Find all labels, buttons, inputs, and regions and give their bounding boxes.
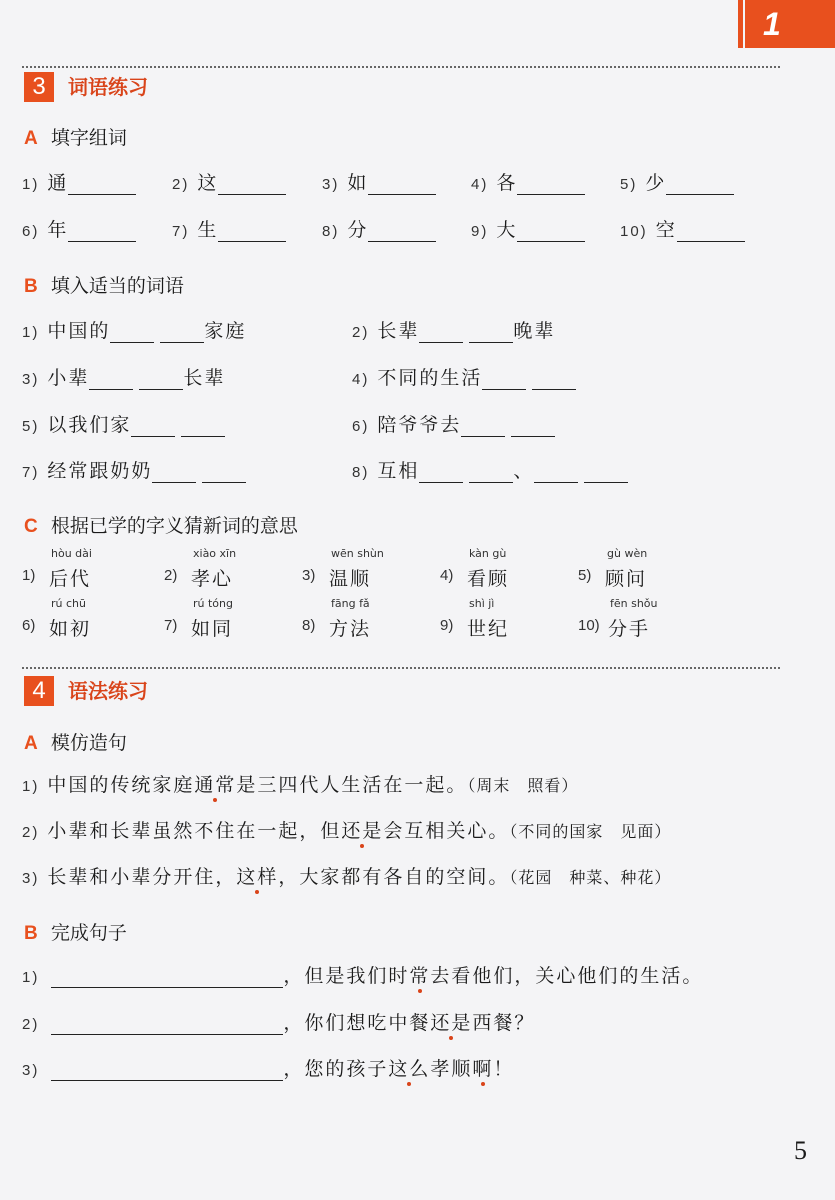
answer-blank[interactable] [469, 462, 513, 483]
answer-blank[interactable] [51, 1014, 283, 1035]
pinyin: kàn gù [469, 547, 507, 560]
pinyin: rú chū [51, 597, 86, 610]
pinyin: fāng fǎ [331, 597, 370, 610]
example-sentence [22, 770, 578, 797]
sentence-text: 西餐？ [472, 1012, 536, 1034]
answer-blank[interactable] [68, 174, 136, 195]
answer-blank[interactable] [666, 174, 734, 195]
pinyin: shì jì [469, 597, 495, 610]
list-item [22, 168, 136, 195]
item-number: 6) [22, 617, 36, 634]
item-number: 1) [22, 324, 40, 341]
prompt-text: 以我们家 [47, 414, 132, 436]
prompt-text: 经常跟奶奶 [47, 460, 153, 482]
list-item [352, 316, 555, 343]
answer-blank[interactable] [532, 369, 576, 390]
list-item [172, 215, 286, 242]
pinyin: gù wèn [607, 547, 648, 560]
prompt-text: 中国的 [47, 320, 111, 342]
item-number: 9) [471, 223, 489, 240]
answer-blank[interactable] [89, 369, 133, 390]
list-item [22, 410, 225, 437]
separator: 、 [513, 460, 535, 482]
new-word: 如初 [49, 618, 92, 640]
answer-blank[interactable] [152, 462, 196, 483]
item-number: 3) [22, 371, 40, 388]
completion-item [22, 961, 703, 988]
list-item [471, 168, 585, 195]
prompt-text: 长辈 [377, 320, 420, 342]
section-title: 词语练习 [68, 75, 148, 99]
list-item [22, 456, 246, 483]
given-character: 分 [347, 219, 369, 241]
subsection-heading [24, 271, 184, 298]
new-word: 顾问 [605, 568, 648, 590]
pinyin: fēn shǒu [610, 597, 658, 610]
item-number: 6) [352, 418, 370, 435]
pinyin: rú tóng [193, 597, 233, 610]
item-number: 6) [22, 223, 40, 240]
key-word: 这么 [388, 1054, 430, 1081]
list-item [620, 168, 734, 195]
new-word: 世纪 [467, 618, 510, 640]
item-number: 1) [22, 176, 40, 193]
answer-blank[interactable] [461, 416, 505, 437]
example-sentence [22, 862, 671, 889]
section-divider [22, 66, 780, 68]
given-character: 生 [197, 219, 219, 241]
list-item [352, 456, 628, 483]
section-divider [22, 667, 780, 669]
item-number: 3) [22, 870, 40, 887]
item-number: 10) [620, 223, 648, 240]
sentence-text: 长辈和小辈分开住， [47, 866, 237, 888]
example-sentence [22, 816, 671, 843]
answer-blank[interactable] [482, 369, 526, 390]
answer-blank[interactable] [517, 221, 585, 242]
list-item [22, 215, 136, 242]
given-character: 空 [655, 219, 677, 241]
answer-blank[interactable] [677, 221, 745, 242]
sentence-text: ，你们想吃中餐 [283, 1012, 431, 1034]
item-number: 4) [440, 567, 454, 584]
sentence-text: 会互相关心。 [383, 820, 510, 842]
item-number: 3) [22, 1062, 40, 1079]
answer-blank[interactable] [218, 221, 286, 242]
hint-words: （周末 照看） [467, 776, 579, 795]
list-item [22, 363, 225, 390]
answer-blank[interactable] [584, 462, 628, 483]
key-word: 这样 [236, 862, 278, 889]
subsection-letter: B [24, 276, 38, 297]
sentence-text: 小辈和长辈虽然不住在一起，但 [47, 820, 342, 842]
subsection-heading [24, 728, 127, 755]
given-character: 通 [47, 172, 69, 194]
key-word: 通常 [194, 770, 236, 797]
item-number: 5) [578, 567, 592, 584]
answer-blank[interactable] [131, 416, 175, 437]
item-number: 2) [22, 1016, 40, 1033]
section-number: 3 [24, 72, 54, 102]
key-word: 还是 [341, 816, 383, 843]
answer-blank[interactable] [368, 221, 436, 242]
subsection-title: 完成句子 [50, 922, 127, 944]
hint-words: （花园 种菜、种花） [509, 868, 672, 887]
item-number: 1) [22, 778, 40, 795]
item-number: 8) [322, 223, 340, 240]
subsection-letter: A [24, 128, 38, 149]
answer-blank[interactable] [517, 174, 585, 195]
pinyin: xiào xīn [193, 547, 237, 560]
completion-item [22, 1054, 514, 1081]
sentence-text: ！ [493, 1058, 515, 1080]
answer-blank[interactable] [368, 174, 436, 195]
subsection-heading [24, 918, 127, 945]
sentence-text: 是三四代人生活在一起。 [236, 774, 468, 796]
pinyin: wēn shùn [331, 547, 384, 560]
list-item [620, 215, 745, 242]
prompt-text: 长辈 [183, 367, 226, 389]
item-number: 3) [322, 176, 340, 193]
answer-blank[interactable] [534, 462, 578, 483]
sentence-text: ，您的孩子 [283, 1058, 389, 1080]
answer-blank[interactable] [51, 1060, 283, 1081]
subsection-letter: C [24, 516, 38, 537]
answer-blank[interactable] [202, 462, 246, 483]
subsection-title: 根据已学的字义猜新词的意思 [50, 515, 298, 537]
new-word: 方法 [329, 618, 372, 640]
sentence-text: ，大家都有各自的空间。 [278, 866, 510, 888]
prompt-text: 陪爷爷去 [377, 414, 462, 436]
new-word: 温顺 [329, 568, 372, 590]
key-word: 啊 [472, 1054, 493, 1081]
sentence-text: 中国的传统家庭 [47, 774, 195, 796]
subsection-heading [24, 123, 127, 150]
prompt-text: 晚辈 [513, 320, 556, 342]
item-number: 2) [164, 567, 178, 584]
section-number: 4 [24, 676, 54, 706]
prompt-text: 不同的生活 [377, 367, 483, 389]
item-number: 5) [22, 418, 40, 435]
item-number: 7) [172, 223, 190, 240]
item-number: 4) [352, 371, 370, 388]
new-word: 如同 [191, 618, 234, 640]
item-number: 5) [620, 176, 638, 193]
item-number: 8) [352, 464, 370, 481]
chapter-tab: 1 [745, 0, 835, 48]
hint-words: （不同的国家 见面） [509, 822, 672, 841]
subsection-title: 模仿造句 [50, 732, 127, 754]
given-character: 大 [496, 219, 518, 241]
answer-blank[interactable] [68, 221, 136, 242]
item-number: 4) [471, 176, 489, 193]
answer-blank[interactable] [51, 967, 283, 988]
answer-blank[interactable] [419, 462, 463, 483]
sentence-text: ，但是我们时 [283, 965, 410, 987]
given-character: 如 [347, 172, 369, 194]
item-number: 1) [22, 969, 40, 986]
chapter-tab-stripe [738, 0, 743, 48]
key-word: 常 [409, 961, 430, 988]
subsection-title: 填入适当的词语 [50, 275, 184, 297]
given-character: 少 [645, 172, 667, 194]
section-title: 语法练习 [68, 679, 148, 703]
answer-blank[interactable] [469, 322, 513, 343]
item-number: 8) [302, 617, 316, 634]
list-item [352, 363, 576, 390]
answer-blank[interactable] [160, 322, 204, 343]
item-number: 1) [22, 567, 36, 584]
prompt-text: 小辈 [47, 367, 90, 389]
item-number: 2) [22, 824, 40, 841]
given-character: 这 [197, 172, 219, 194]
new-word: 孝心 [191, 568, 234, 590]
given-character: 年 [47, 219, 69, 241]
list-item [352, 410, 555, 437]
item-number: 3) [302, 567, 316, 584]
answer-blank[interactable] [419, 322, 463, 343]
completion-item [22, 1008, 535, 1035]
item-number: 7) [164, 617, 178, 634]
item-number: 10) [578, 617, 600, 634]
item-number: 2) [352, 324, 370, 341]
prompt-text: 家庭 [204, 320, 247, 342]
answer-blank[interactable] [139, 369, 183, 390]
sentence-text: 去看他们，关心他们的生活。 [430, 965, 704, 987]
subsection-heading [24, 511, 298, 538]
answer-blank[interactable] [511, 416, 555, 437]
given-character: 各 [496, 172, 518, 194]
prompt-text: 互相 [377, 460, 420, 482]
list-item [22, 316, 246, 343]
subsection-letter: A [24, 733, 38, 754]
list-item [471, 215, 585, 242]
new-word: 分手 [608, 618, 651, 640]
subsection-title: 填字组词 [50, 127, 127, 149]
item-number: 9) [440, 617, 454, 634]
list-item [322, 168, 436, 195]
sentence-text: 孝顺 [430, 1058, 473, 1080]
answer-blank[interactable] [181, 416, 225, 437]
new-word: 后代 [49, 568, 92, 590]
page-number: 5 [794, 1136, 807, 1165]
key-word: 还是 [430, 1008, 472, 1035]
item-number: 2) [172, 176, 190, 193]
answer-blank[interactable] [110, 322, 154, 343]
list-item [172, 168, 286, 195]
item-number: 7) [22, 464, 40, 481]
list-item [322, 215, 436, 242]
pinyin: hòu dài [51, 547, 92, 560]
new-word: 看顾 [467, 568, 510, 590]
answer-blank[interactable] [218, 174, 286, 195]
subsection-letter: B [24, 923, 38, 944]
